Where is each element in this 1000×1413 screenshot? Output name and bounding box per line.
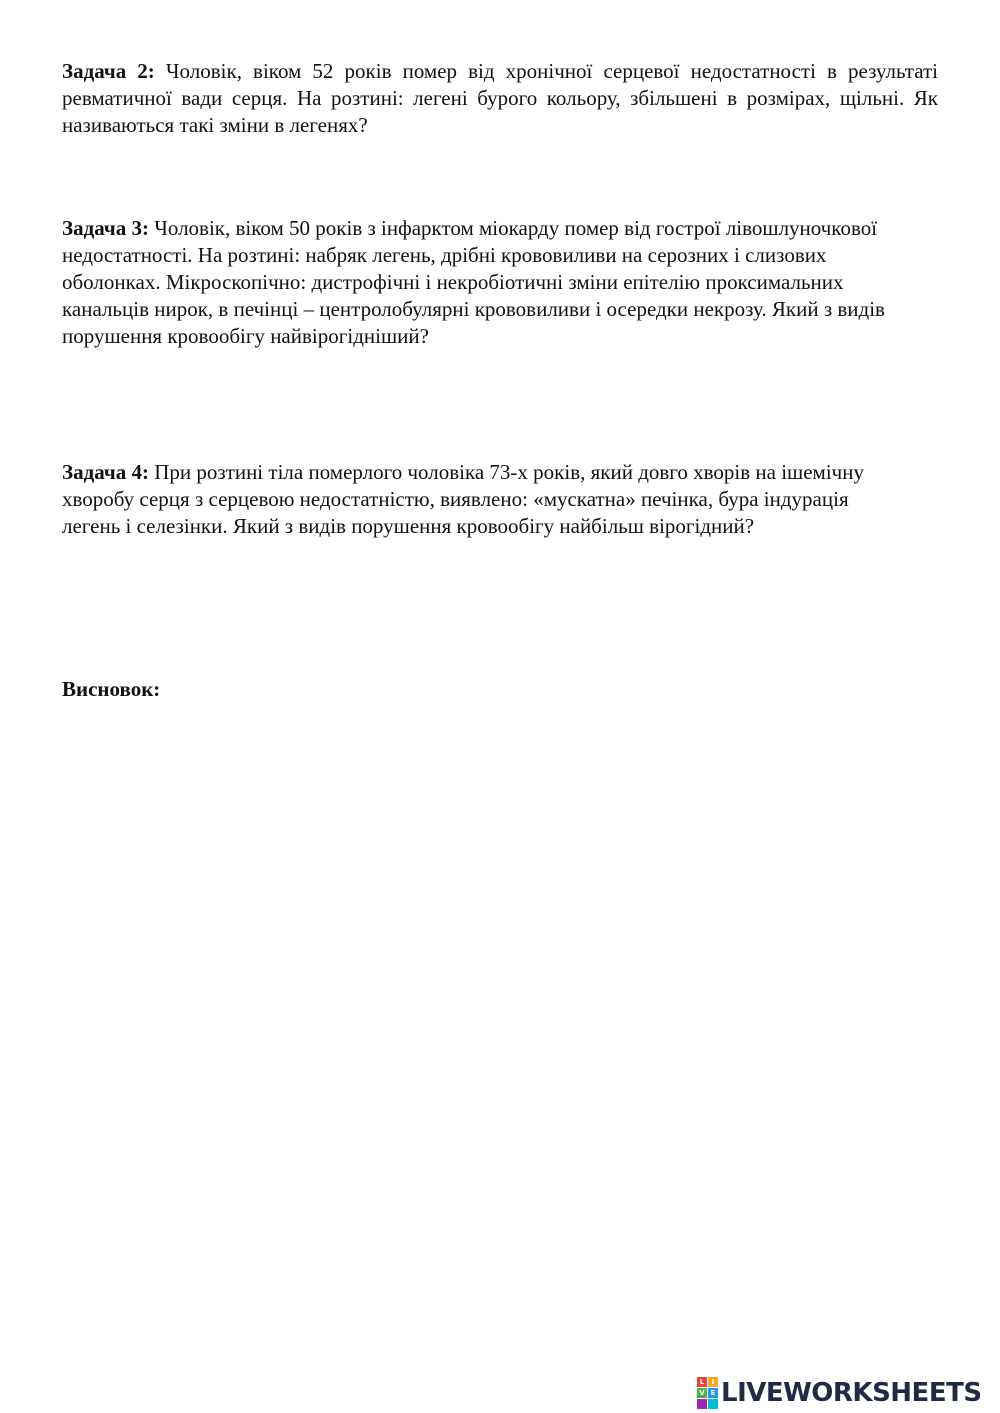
task-4-label: Задача 4:: [62, 460, 149, 484]
logo-text: LIVEWORKSHEETS: [721, 1378, 982, 1408]
liveworksheets-logo[interactable]: [697, 1376, 982, 1410]
task-3-paragraph: [62, 215, 902, 350]
task-2-text: Чоловік, віком 52 років помер від хронічної серцевої недостатності в результаті ревматичної вади серця. На розтині: легені бурого кольору, збільшені в розмірах, щільні. Як називаються такі зміни в легенях?: [62, 59, 939, 137]
task-4-text: При розтині тіла померлого чоловіка 73-х років, який довго хворів на ішемічну хворобу серця з серцевою недостатністю, виявлено: «мускатна» печінка, бура індурація легень і селезінки. Який з видів порушення кровообігу найбільш вірогідний?: [62, 460, 864, 538]
task-3-text: Чоловік, віком 50 років з інфарктом міокарду помер від гострої лівошлуночкової недостатності. На розтині: набряк легень, дрібні крововиливи на серозних і слизових оболонках. Мікроскопічно: дистрофічні і некробіотичні зміни епітелію проксимальних канальців нирок, в печінці – центролобулярні крововиливи і осередки некрозу. Який з видів порушення кровообігу найвірогідніший?: [62, 216, 885, 348]
task-2-paragraph: [62, 58, 938, 139]
logo-block: E: [708, 1388, 718, 1398]
logo-mark-icon: [697, 1377, 718, 1409]
task-2-label: Задача 2:: [62, 59, 155, 83]
conclusion-label: Висновок:: [62, 677, 161, 701]
logo-block: V: [697, 1388, 707, 1398]
logo-block: I: [708, 1377, 718, 1387]
task-4-paragraph: [62, 459, 902, 540]
task-3-label: Задача 3:: [62, 216, 149, 240]
logo-block: L: [697, 1377, 707, 1387]
logo-block: [697, 1399, 707, 1409]
logo-block: [708, 1399, 718, 1409]
